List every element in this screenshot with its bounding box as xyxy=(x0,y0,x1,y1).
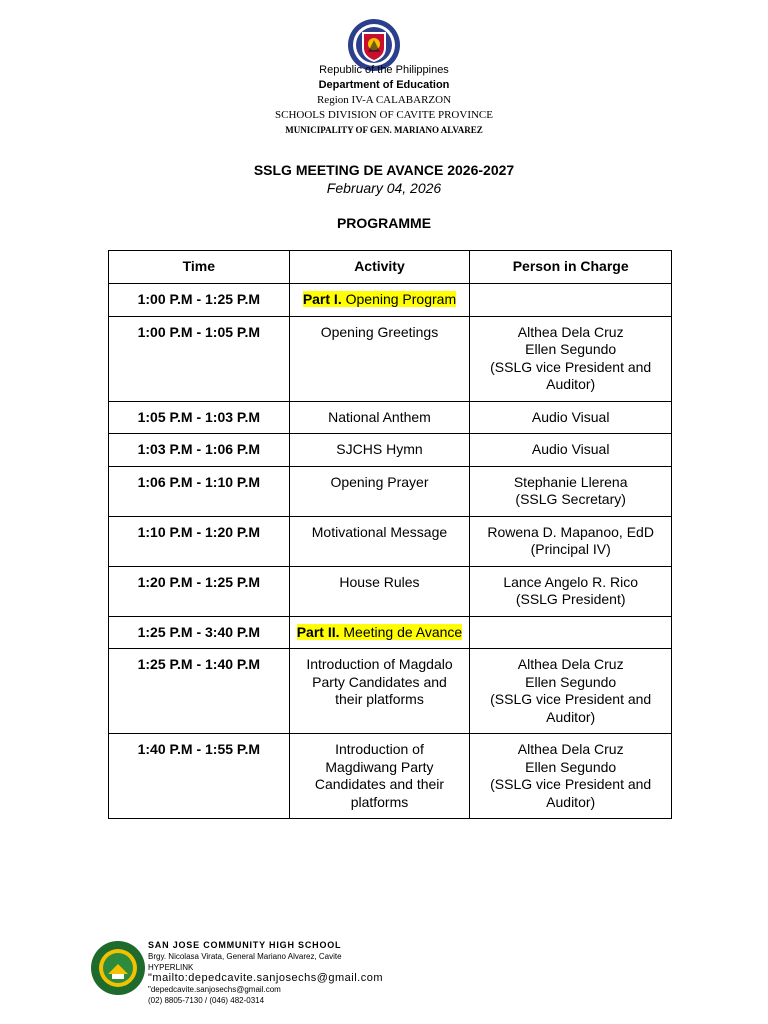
activity-line: Candidates and their xyxy=(314,776,445,792)
person-line: Rowena D. Mapanoo, EdD xyxy=(487,523,654,540)
row-activity: SJCHS Hymn xyxy=(289,434,470,467)
republic-line: Republic of the Philippines xyxy=(319,64,449,76)
person-line: Auditor) xyxy=(546,708,596,725)
person-line: Audio Visual xyxy=(531,408,610,425)
row-time: 1:03 P.M - 1:06 P.M xyxy=(109,434,290,467)
table-row xyxy=(109,434,672,467)
region-line: Region IV-A CALABARZON xyxy=(316,94,452,106)
event-title: SSLG MEETING DE AVANCE 2026-2027 xyxy=(253,162,515,178)
row-activity xyxy=(289,734,470,819)
table-row xyxy=(109,466,672,516)
person-line: Althea Dela Cruz xyxy=(517,656,624,672)
activity-line: platforms xyxy=(350,793,409,810)
row-person xyxy=(470,516,672,566)
footer-address: Brgy. Nicolasa Virata, General Mariano Alvarez, Cavite xyxy=(148,952,342,961)
school-logo-icon xyxy=(90,940,146,996)
activity-line: Party Candidates and xyxy=(312,673,447,690)
event-date: February 04, 2026 xyxy=(326,180,442,196)
row-activity: Opening Prayer xyxy=(289,466,470,516)
footer-phone: (02) 8805-7130 / (046) 482-0314 xyxy=(148,996,265,1005)
row-person xyxy=(470,566,672,616)
footer-school-name: SAN JOSE COMMUNITY HIGH SCHOOL xyxy=(148,940,342,950)
person-line: (SSLG vice President and xyxy=(490,691,652,707)
row-time: 1:25 P.M - 1:40 P.M xyxy=(109,649,290,734)
row-person xyxy=(470,734,672,819)
school-footer xyxy=(90,940,690,1020)
activity-line: Introduction of Magdalo xyxy=(306,656,453,672)
row-activity: Opening Greetings xyxy=(289,316,470,401)
table-row xyxy=(109,401,672,434)
row-activity: Motivational Message xyxy=(289,516,470,566)
row-person xyxy=(470,316,672,401)
table-row xyxy=(109,734,672,819)
row-person xyxy=(470,434,672,467)
row-time: 1:40 P.M - 1:55 P.M xyxy=(109,734,290,819)
person-line: (Principal IV) xyxy=(530,541,611,557)
row-person xyxy=(470,466,672,516)
row-time: 1:00 P.M - 1:25 P.M xyxy=(109,284,290,317)
part-label: Part I. xyxy=(302,291,342,307)
header-activity: Activity xyxy=(289,251,470,284)
division-line: SCHOOLS DIVISION OF CAVITE PROVINCE xyxy=(275,109,493,121)
row-person xyxy=(470,649,672,734)
highlighted-part xyxy=(297,624,463,640)
part-title: Meeting de Avance xyxy=(343,623,463,640)
row-time: 1:20 P.M - 1:25 P.M xyxy=(109,566,290,616)
row-time: 1:00 P.M - 1:05 P.M xyxy=(109,316,290,401)
activity-line: Magdiwang Party xyxy=(325,758,434,775)
row-activity: National Anthem xyxy=(289,401,470,434)
footer-mailto-link[interactable]: "mailto:depedcavite.sanjosechs@gmail.com xyxy=(148,972,384,984)
row-activity xyxy=(289,649,470,734)
person-line: Althea Dela Cruz xyxy=(517,741,624,757)
row-person xyxy=(470,284,672,317)
row-activity: House Rules xyxy=(289,566,470,616)
row-time: 1:05 P.M - 1:03 P.M xyxy=(109,401,290,434)
person-line: Ellen Segundo xyxy=(525,758,617,775)
person-line: (SSLG vice President and xyxy=(490,358,652,375)
programme-table xyxy=(108,250,672,819)
row-time: 1:10 P.M - 1:20 P.M xyxy=(109,516,290,566)
department-line: Department of Education xyxy=(318,79,450,91)
header-person: Person in Charge xyxy=(470,251,672,284)
letterhead xyxy=(0,63,768,138)
person-line: Ellen Segundo xyxy=(525,341,617,357)
header-time: Time xyxy=(109,251,290,284)
municipality-line: MUNICIPALITY OF GEN. MARIANO ALVAREZ xyxy=(285,125,483,135)
row-activity xyxy=(289,616,470,649)
table-row xyxy=(109,566,672,616)
person-line: (SSLG President) xyxy=(515,591,626,607)
person-line: (SSLG Secretary) xyxy=(515,491,626,507)
table-row xyxy=(109,616,672,649)
highlighted-part xyxy=(303,291,456,307)
table-row xyxy=(109,316,672,401)
person-line: Audio Visual xyxy=(531,441,610,457)
person-line: Auditor) xyxy=(546,793,596,810)
row-time: 1:25 P.M - 3:40 P.M xyxy=(109,616,290,649)
table-header-row xyxy=(109,251,672,284)
programme-heading: PROGRAMME xyxy=(336,215,432,231)
table-row xyxy=(109,284,672,317)
row-time: 1:06 P.M - 1:10 P.M xyxy=(109,466,290,516)
table-row xyxy=(109,649,672,734)
person-line: Althea Dela Cruz xyxy=(517,323,624,340)
activity-line: Introduction of xyxy=(335,741,424,757)
person-line: Stephanie Llerena xyxy=(513,473,628,490)
person-line: (SSLG vice President and xyxy=(490,776,652,792)
footer-hyperlink: HYPERLINK xyxy=(148,963,194,972)
row-person xyxy=(470,401,672,434)
row-person xyxy=(470,616,672,649)
row-activity xyxy=(289,284,470,317)
part-title: Opening Program xyxy=(345,291,457,307)
table-row xyxy=(109,516,672,566)
footer-email: "depedcavite.sanjosechs@gmail.com xyxy=(148,985,281,994)
activity-line: their platforms xyxy=(335,691,424,707)
part-label: Part II. xyxy=(296,623,340,640)
person-line: Auditor) xyxy=(546,376,596,392)
person-line: Lance Angelo R. Rico xyxy=(503,573,638,590)
person-line: Ellen Segundo xyxy=(525,673,617,690)
